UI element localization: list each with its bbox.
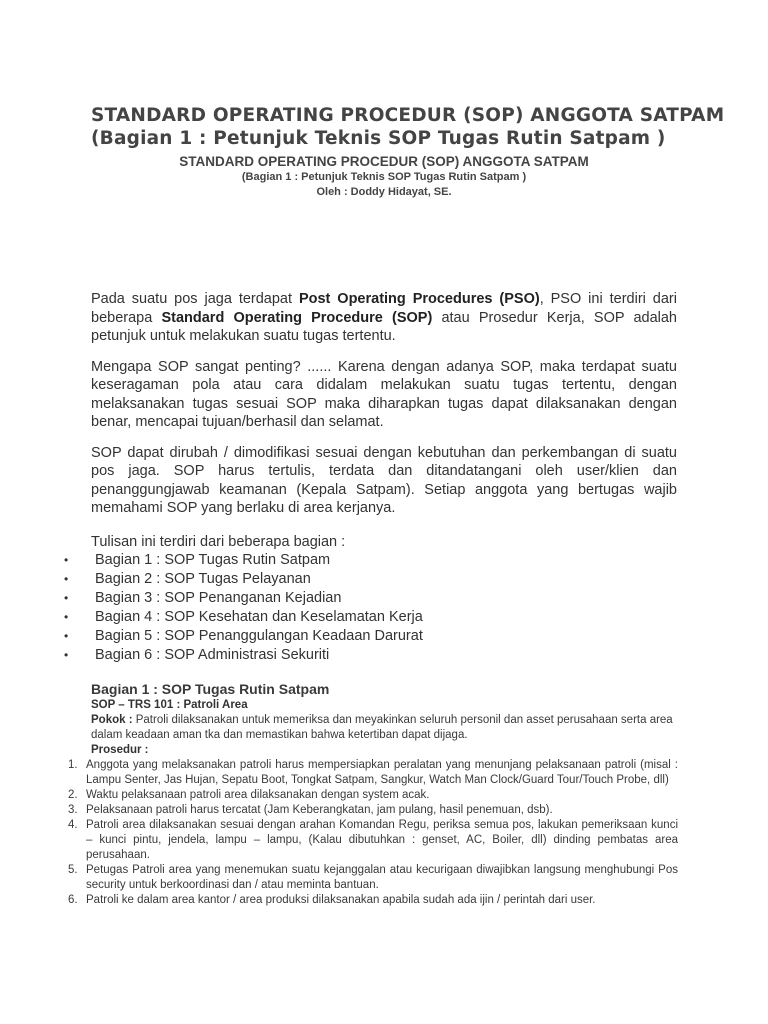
pokok-text: Patroli dilaksanakan untuk memeriksa dan meyakinkan seluruh personil dan asset perusahaan serta area dalam keadaan aman tka dan memastikan bahwa ketertiban dapat dijaga. <box>91 714 673 741</box>
intro-p1-bold-pso: Post Operating Procedures (PSO) <box>298 291 540 307</box>
step-text: Anggota yang melaksanakan patroli harus mempersiapkan peralatan yang menunjang pelaksanaan patroli (misal : Lampu Senter, Jas Hujan, Sepatu Boot, Tongkat Satpam, Sangkur, Watch Man Clock/Guard Tour/Touch Probe, dll) <box>86 759 678 786</box>
section-patroli <box>91 680 678 758</box>
list-item-label: Bagian 5 : SOP Penanggulangan Keadaan Darurat <box>95 628 423 644</box>
subtitle-block <box>91 153 677 200</box>
section-title: Bagian 1 : SOP Tugas Rutin Satpam <box>91 681 330 697</box>
intro-paragraph-1 <box>91 290 677 346</box>
subtitle-author: Oleh : Doddy Hidayat, SE. <box>316 186 452 198</box>
step-text: Patroli ke dalam area kantor / area produksi dilaksanakan apabila sudah ada ijin / perintah dari user. <box>86 894 596 906</box>
subtitle-title: STANDARD OPERATING PROCEDUR (SOP) ANGGOTA SATPAM <box>179 154 589 169</box>
bullet-icon: • <box>64 572 69 586</box>
list-item <box>62 646 682 665</box>
step-number: 5. <box>68 864 78 876</box>
intro-p1-text-e: atau Prosedur Kerja, SOP adalah petunjuk untuk melakukan suatu tugas tertentu. <box>91 309 677 344</box>
step-number: 3. <box>68 804 78 816</box>
list-item-label: Bagian 1 : SOP Tugas Rutin Satpam <box>95 552 331 568</box>
bullet-icon: • <box>64 610 69 624</box>
prosedur-label: Prosedur : <box>91 744 149 756</box>
bullet-icon: • <box>64 629 69 643</box>
parts-list <box>62 551 682 665</box>
list-item-label: Bagian 3 : SOP Penanganan Kejadian <box>95 590 342 606</box>
document-heading <box>91 104 731 150</box>
list-item <box>68 863 678 893</box>
prosedur-heading <box>91 743 678 758</box>
step-text: Pelaksanaan patroli harus tercatat (Jam Keberangkatan, jam pulang, hasil penemuan, dsb). <box>86 804 553 816</box>
intro-paragraph-2: Mengapa SOP sangat penting? ...... Karena dengan adanya SOP, maka terdapat suatu keseragaman pola atau cara didalam melakukan suatu tugas tertentu, dengan melaksanakan tugas sesuai SOP maka diharapkan tugas dapat dilaksanakan dengan benar, mencapai tujuan/berhasil dan selamat. <box>91 358 677 430</box>
intro-p1-text-a: Pada suatu pos jaga terdapat <box>91 291 299 307</box>
step-text: Waktu pelaksanaan patroli area dilaksanakan dengan system acak. <box>86 789 430 801</box>
list-item <box>68 758 678 788</box>
list-intro: Tulisan ini terdiri dari beberapa bagian : <box>91 534 346 550</box>
sop-code <box>91 698 678 713</box>
step-number: 4. <box>68 819 78 831</box>
step-number: 1. <box>68 759 78 771</box>
step-text: Petugas Patroli area yang menemukan suatu kejanggalan atau kecurigaan diwajibkan langsung menghubungi Pos security untuk berkoordinasi dan / atau meminta bantuan. <box>86 864 678 891</box>
bullet-icon: • <box>64 648 69 662</box>
list-item <box>62 570 682 589</box>
list-item <box>62 551 682 570</box>
subtitle-part: (Bagian 1 : Petunjuk Teknis SOP Tugas Rutin Satpam ) <box>241 171 527 183</box>
heading-line-1: STANDARD OPERATING PROCEDUR (SOP) ANGGOTA SATPAM <box>91 105 725 126</box>
step-number: 2. <box>68 789 78 801</box>
list-item <box>62 608 682 627</box>
list-item <box>68 803 678 818</box>
list-item <box>62 627 682 646</box>
list-item <box>68 893 678 908</box>
list-item <box>62 589 682 608</box>
intro-paragraph-3: SOP dapat dirubah / dimodifikasi sesuai dengan kebutuhan dan perkembangan di suatu pos jaga. SOP harus tertulis, terdata dan ditandatangani oleh user/klien dan penanggungjawab keamanan (Kepala Satpam). Setiap anggota yang bertugas wajib memahami SOP yang berlaku di area kerjanya. <box>91 444 677 516</box>
list-item <box>68 788 678 803</box>
list-item-label: Bagian 4 : SOP Kesehatan dan Keselamatan Kerja <box>95 609 423 625</box>
pokok-paragraph <box>91 713 678 743</box>
procedure-steps <box>68 758 678 908</box>
step-number: 6. <box>68 894 78 906</box>
intro-section <box>91 290 677 530</box>
heading-line-2: (Bagian 1 : Petunjuk Teknis SOP Tugas Rutin Satpam ) <box>91 128 666 149</box>
intro-p1-bold-sop: Standard Operating Procedure (SOP) <box>161 309 433 326</box>
bullet-icon: • <box>64 591 69 605</box>
step-text: Patroli area dilaksanakan sesuai dengan arahan Komandan Regu, periksa semua pos, lakukan pemeriksaan kunci – kunci pintu, jendela, lampu – lampu, (Kalau dibutuhkan : genset, AC, Boiler, dll) dinding pembatas area perusahaan. <box>86 819 678 861</box>
sop-code-label: SOP – TRS 101 : Patroli Area <box>91 699 248 711</box>
list-item-label: Bagian 6 : SOP Administrasi Sekuriti <box>95 647 330 663</box>
intro-p1-text-c: , PSO ini terdiri dari beberapa <box>91 291 677 326</box>
pokok-label: Pokok : <box>91 714 136 726</box>
list-item <box>68 818 678 863</box>
list-item-label: Bagian 2 : SOP Tugas Pelayanan <box>95 571 311 587</box>
bullet-icon: • <box>64 553 69 567</box>
